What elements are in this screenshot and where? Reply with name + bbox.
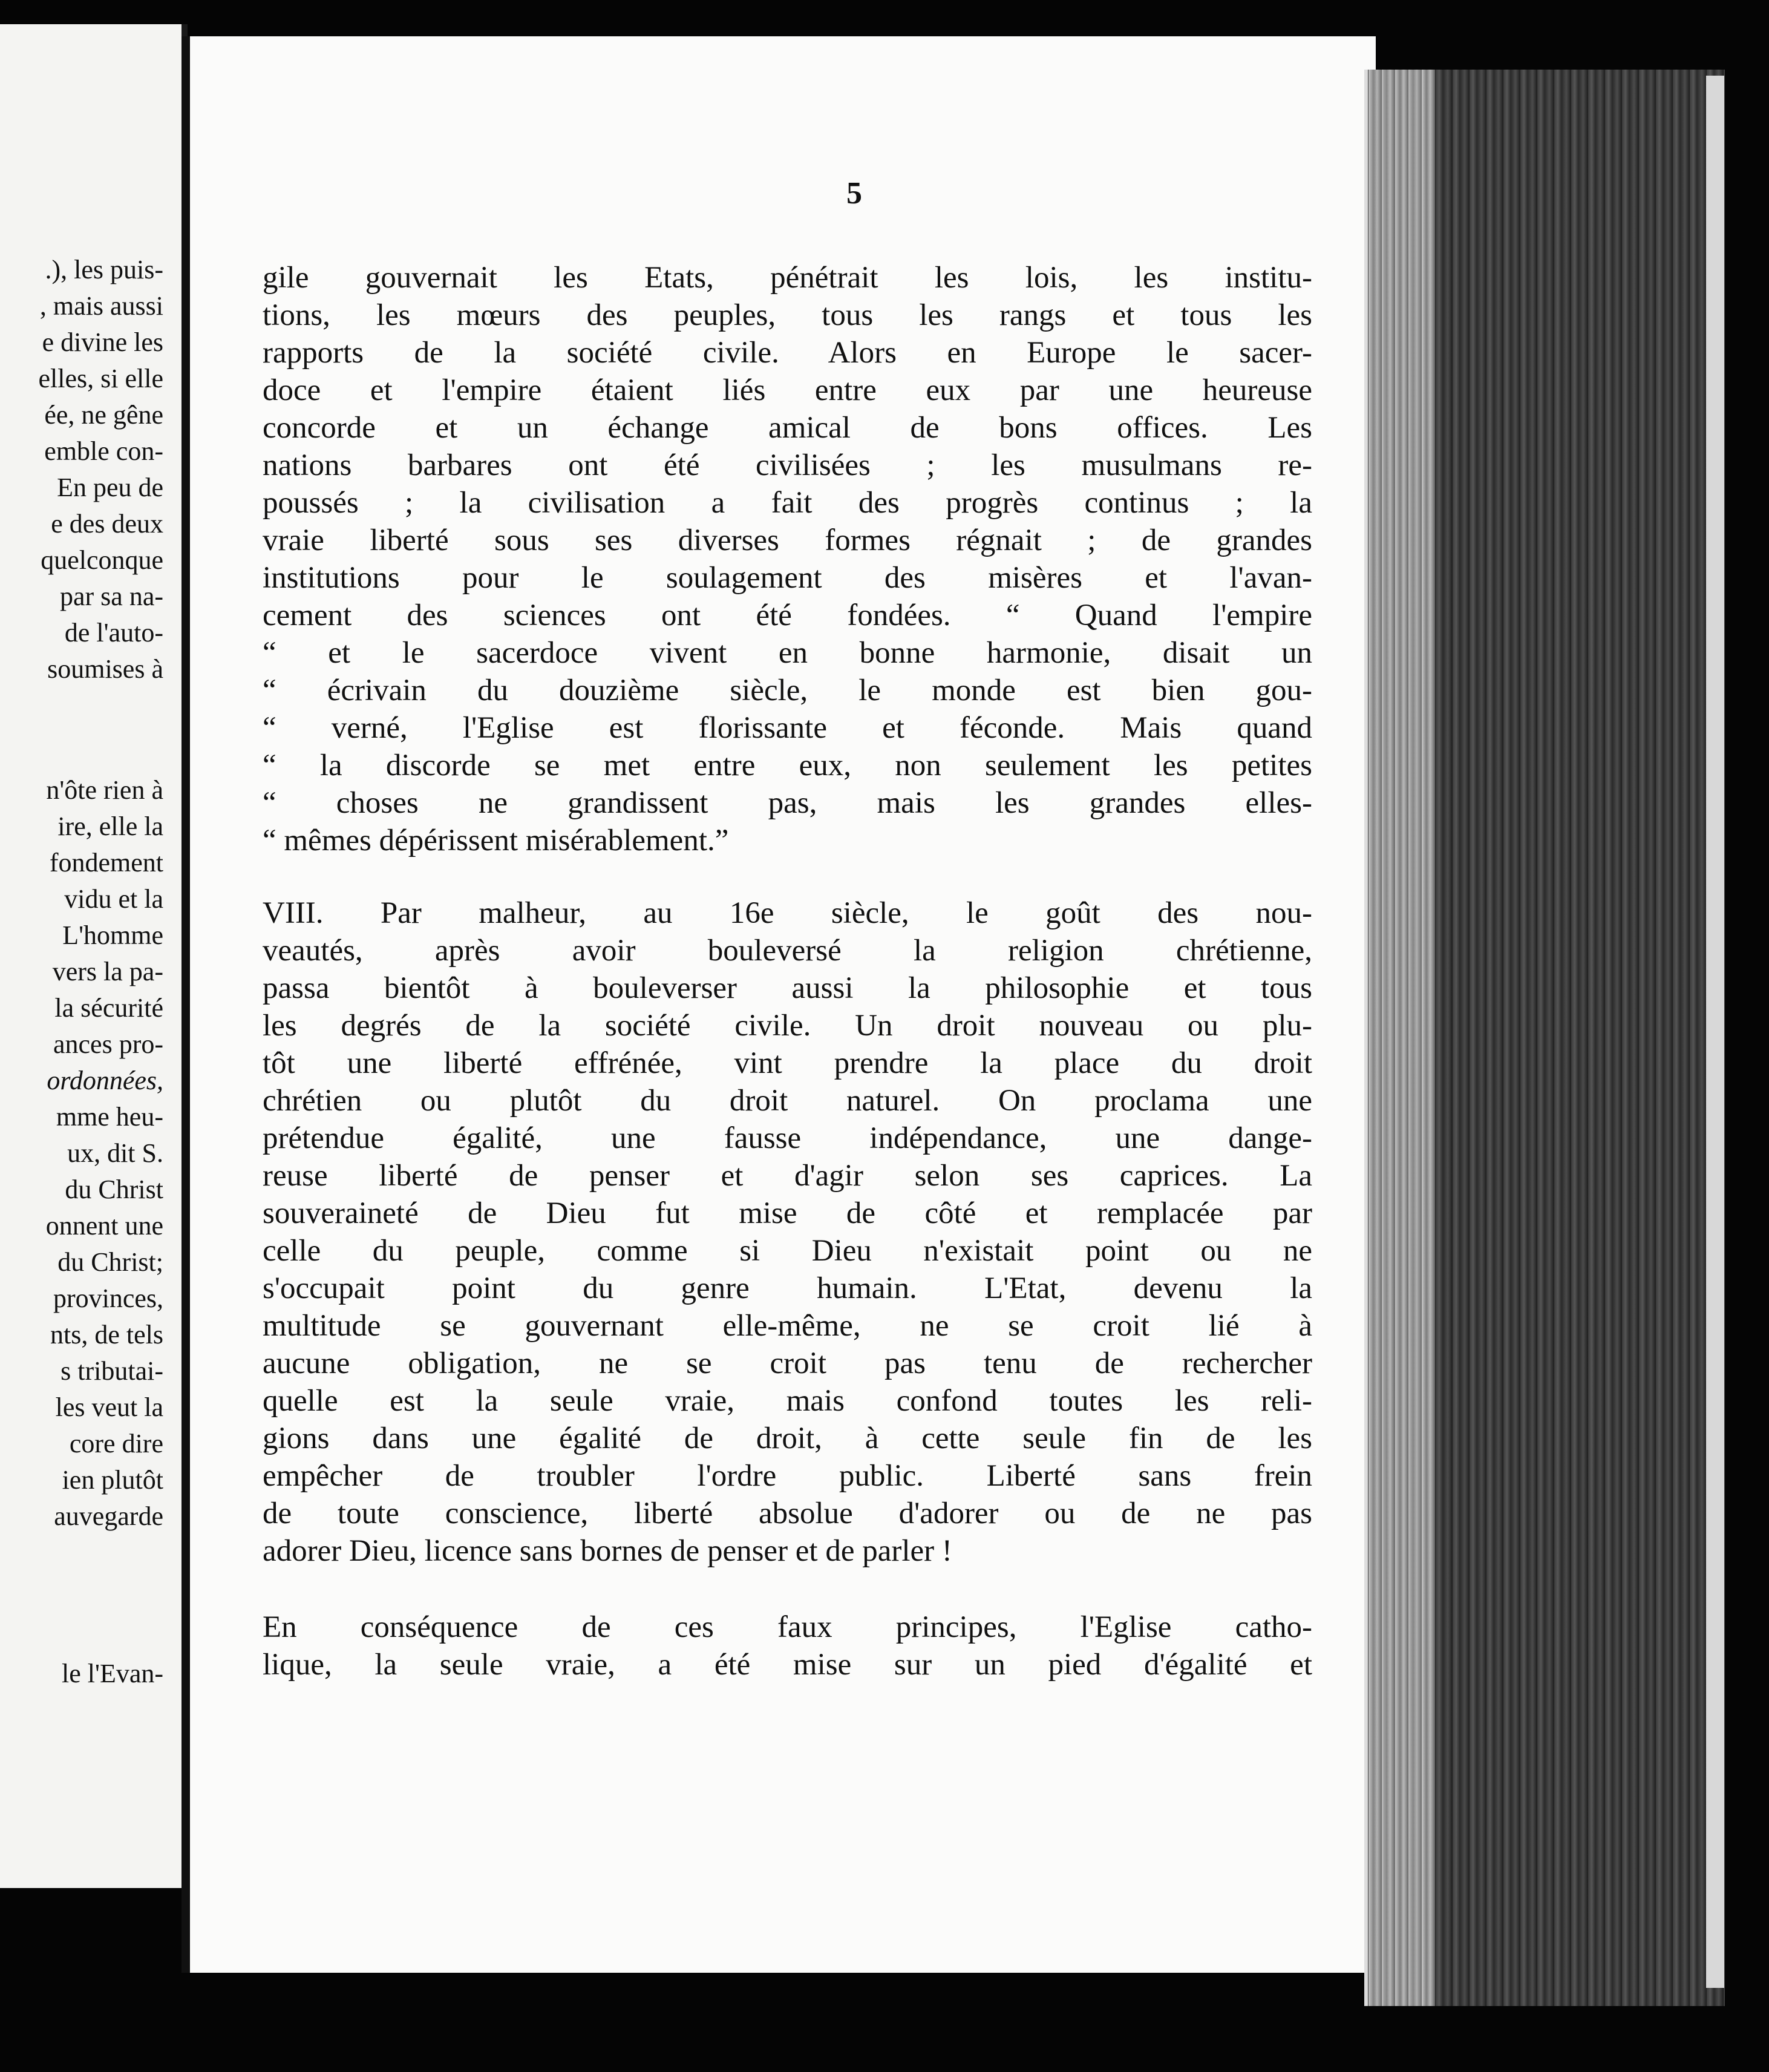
left-page-line: ée, ne gêne — [44, 400, 163, 430]
left-page-line: , mais aussi — [39, 291, 163, 321]
left-page-line: les veut la — [55, 1392, 163, 1422]
page-number: 5 — [846, 176, 862, 211]
text-line: doce et l'empire étaient liés entre eux par une heureuse — [263, 373, 1312, 407]
left-page-line: onnent une — [45, 1211, 163, 1241]
left-page-line: ances pro- — [53, 1029, 163, 1059]
left-page-line: auvegarde — [54, 1501, 163, 1531]
left-page-line: ux, dit S. — [67, 1138, 163, 1168]
text-line: aucune obligation, ne se croit pas tenu de rechercher — [263, 1346, 1312, 1380]
text-line: VIII. Par malheur, au 16e siècle, le goût des nou- — [263, 896, 1312, 930]
left-page-line: provinces, — [53, 1284, 163, 1313]
left-page-line: par sa na- — [59, 582, 163, 611]
left-page-line: quelconque — [41, 545, 163, 575]
left-page-line: En peu de — [57, 473, 163, 502]
text-line: chrétien ou plutôt du droit naturel. On proclama une — [263, 1084, 1312, 1118]
left-page-line: L'homme — [62, 920, 163, 950]
text-line: gile gouvernait les Etats, pénétrait les lois, les institu- — [263, 261, 1312, 295]
text-line: adorer Dieu, licence sans bornes de penser et de parler ! — [263, 1534, 952, 1568]
text-line: “ mêmes dépérissent misérablement.” — [263, 824, 729, 857]
text-line: tôt une liberté effrénée, vint prendre la place du droit — [263, 1046, 1312, 1080]
text-line: de toute conscience, liberté absolue d'adorer ou de ne pas — [263, 1497, 1312, 1530]
book-page-edges-highlight — [1368, 70, 1435, 2006]
left-page-line: core dire — [69, 1429, 163, 1458]
text-line: les degrés de la société civile. Un droit nouveau ou plu- — [263, 1009, 1312, 1043]
text-line: tions, les mœurs des peuples, tous les rangs et tous les — [263, 298, 1312, 332]
text-line: “ verné, l'Eglise est florissante et féconde. Mais quand — [263, 711, 1312, 745]
left-page-line: mme heu- — [56, 1102, 163, 1132]
text-line: prétendue égalité, une fausse indépendance, une dange- — [263, 1121, 1312, 1155]
main-page — [181, 36, 1376, 1973]
left-page-line: ordonnées, — [47, 1066, 163, 1095]
text-line: multitude se gouvernant elle-même, ne se croit lié à — [263, 1309, 1312, 1343]
text-line: “ choses ne grandissent pas, mais les grandes elles- — [263, 786, 1312, 820]
left-page-line: e des deux — [51, 509, 163, 539]
text-line: reuse liberté de penser et d'agir selon ses caprices. La — [263, 1159, 1312, 1193]
left-page-line: n'ôte rien à — [46, 775, 163, 805]
book-cover-edge — [1706, 76, 1724, 1988]
text-line: “ la discorde se met entre eux, non seulement les petites — [263, 749, 1312, 782]
left-page-line: s tributai- — [60, 1356, 163, 1386]
left-page-line: du Christ — [65, 1175, 163, 1204]
left-page-line: vers la pa- — [52, 957, 163, 986]
text-line: “ et le sacerdoce vivent en bonne harmonie, disait un — [263, 636, 1312, 670]
text-line: celle du peuple, comme si Dieu n'existait point ou ne — [263, 1234, 1312, 1268]
text-line: souveraineté de Dieu fut mise de côté et remplacée par — [263, 1196, 1312, 1230]
left-page-line: le l'Evan- — [62, 1659, 163, 1688]
text-line: En conséquence de ces faux principes, l'Eglise catho- — [263, 1610, 1312, 1644]
left-page-line: emble con- — [44, 436, 163, 466]
left-page-line: vidu et la — [64, 884, 163, 914]
text-line: gions dans une égalité de droit, à cette seule fin de les — [263, 1421, 1312, 1455]
text-line: concorde et un échange amical de bons offices. Les — [263, 411, 1312, 445]
left-page-line: .), les puis- — [45, 255, 163, 284]
text-line: empêcher de troubler l'ordre public. Liberté sans frein — [263, 1459, 1312, 1493]
left-page-line: ien plutôt — [62, 1465, 163, 1495]
text-line: lique, la seule vraie, a été mise sur un pied d'égalité et — [263, 1648, 1312, 1682]
text-line: nations barbares ont été civilisées ; les musulmans re- — [263, 448, 1312, 482]
text-line: “ écrivain du douzième siècle, le monde est bien gou- — [263, 674, 1312, 707]
text-line: passa bientôt à bouleverser aussi la philosophie et tous — [263, 971, 1312, 1005]
left-page-line: elles, si elle — [38, 364, 163, 393]
left-page-line: nts, de tels — [50, 1320, 163, 1349]
text-line: cement des sciences ont été fondées. “ Quand l'empire — [263, 598, 1312, 632]
left-page-line: e divine les — [42, 327, 163, 357]
left-page-line: soumises à — [47, 654, 163, 684]
left-page-line: fondement — [49, 848, 163, 877]
text-line: rapports de la société civile. Alors en Europe le sacer- — [263, 336, 1312, 370]
left-page-line: ire, elle la — [57, 811, 163, 841]
text-line: veautés, après avoir bouleversé la religion chrétienne, — [263, 934, 1312, 968]
left-page-line: de l'auto- — [64, 618, 163, 648]
left-page-line: du Christ; — [57, 1247, 163, 1277]
text-line: institutions pour le soulagement des misères et l'avan- — [263, 561, 1312, 595]
text-line: quelle est la seule vraie, mais confond toutes les reli- — [263, 1384, 1312, 1418]
text-line: vraie liberté sous ses diverses formes régnait ; de grandes — [263, 523, 1312, 557]
left-page-line: la sécurité — [54, 993, 163, 1023]
text-line: s'occupait point du genre humain. L'Etat, devenu la — [263, 1271, 1312, 1305]
text-line: poussés ; la civilisation a fait des progrès continus ; la — [263, 486, 1312, 520]
left-page-fragment — [0, 24, 188, 1888]
